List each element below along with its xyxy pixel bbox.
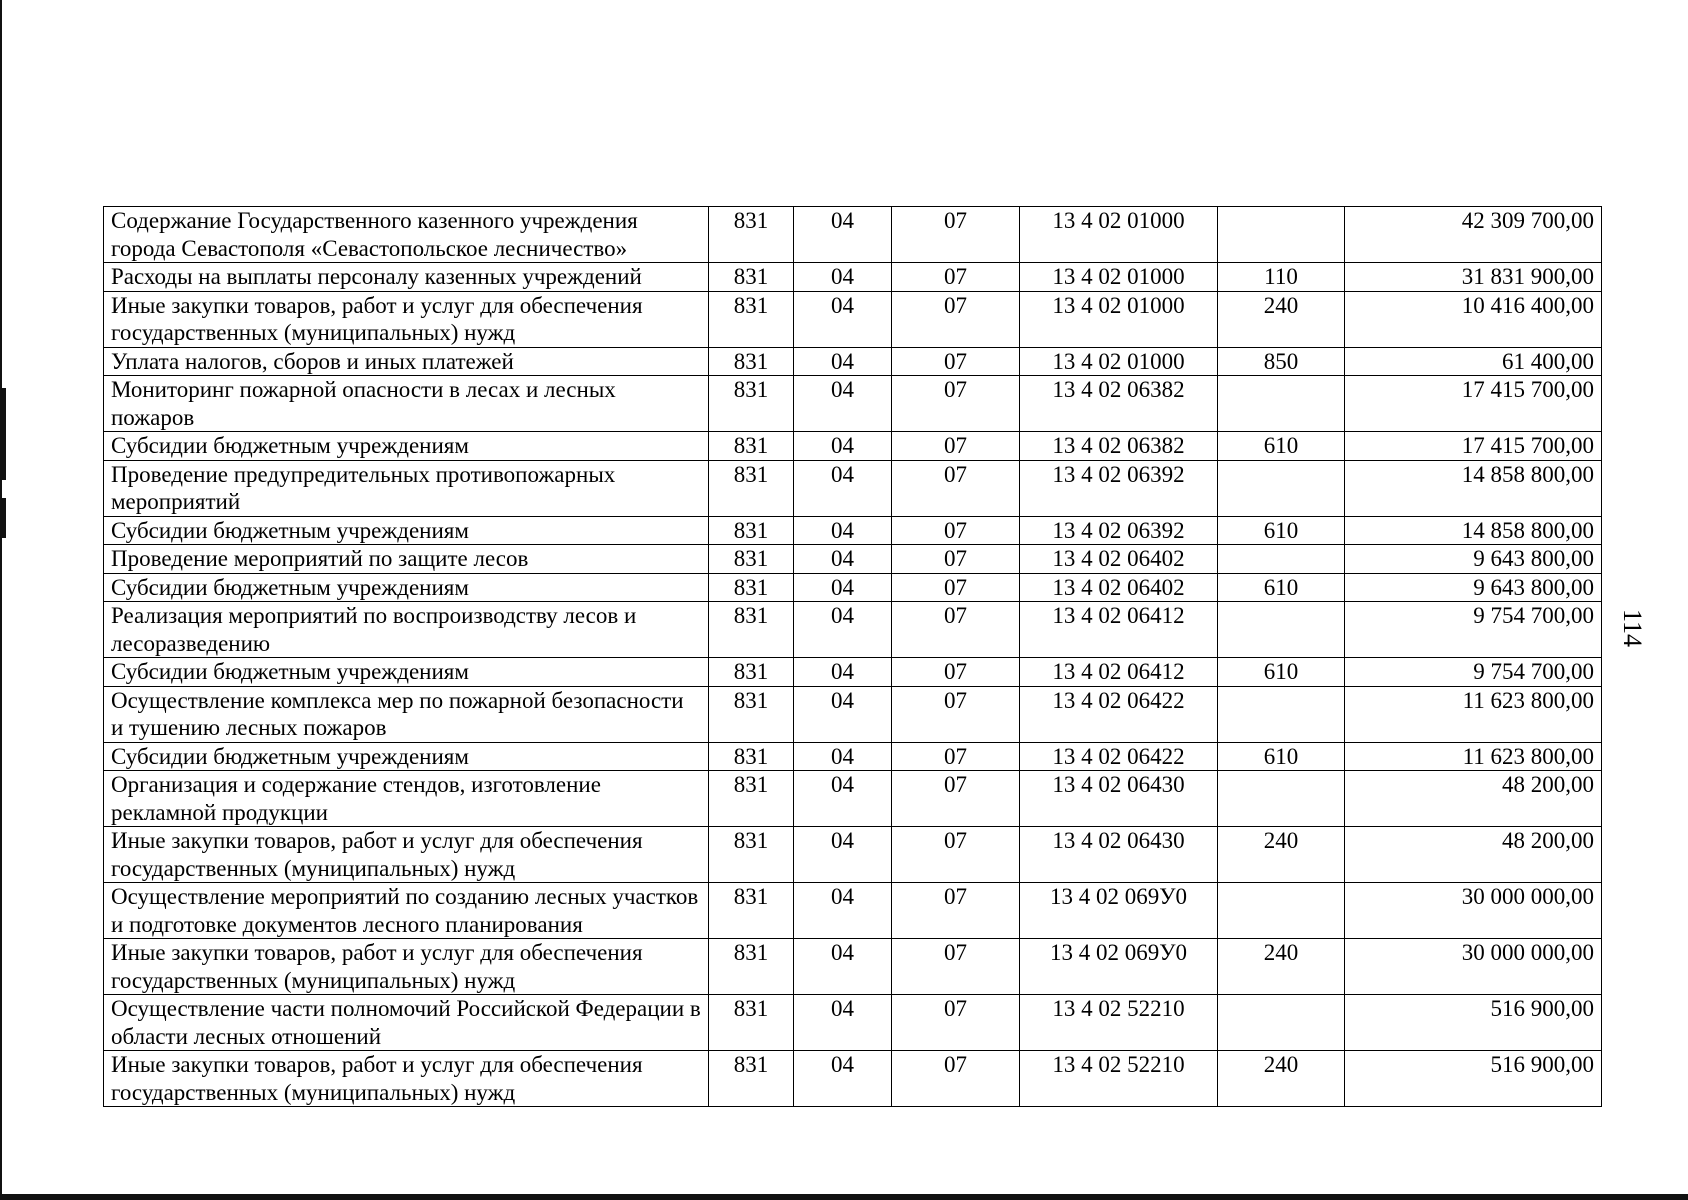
section-code-cell: 04	[794, 658, 892, 687]
amount-cell: 516 900,00	[1345, 995, 1602, 1051]
subsection-code-cell: 07	[892, 291, 1020, 347]
expense-name-cell: Расходы на выплаты персоналу казенных учреждений	[104, 263, 709, 292]
section-code-cell: 04	[794, 742, 892, 771]
target-article-cell: 13 4 02 06422	[1020, 742, 1218, 771]
page-number: 114	[1618, 608, 1647, 648]
target-article-cell: 13 4 02 06402	[1020, 545, 1218, 574]
ministry-code-cell: 831	[709, 573, 794, 602]
expense-type-cell	[1218, 376, 1345, 432]
table-row	[104, 1051, 1602, 1107]
table-row	[104, 686, 1602, 742]
target-article-cell: 13 4 02 52210	[1020, 995, 1218, 1051]
amount-cell: 17 415 700,00	[1345, 376, 1602, 432]
expense-type-cell	[1218, 771, 1345, 827]
expense-name-cell: Уплата налогов, сборов и иных платежей	[104, 347, 709, 376]
target-article-cell: 13 4 02 01000	[1020, 207, 1218, 263]
section-code-cell: 04	[794, 545, 892, 574]
expense-name-cell: Проведение мероприятий по защите лесов	[104, 545, 709, 574]
amount-cell: 30 000 000,00	[1345, 883, 1602, 939]
ministry-code-cell: 831	[709, 602, 794, 658]
ministry-code-cell: 831	[709, 686, 794, 742]
expense-name-cell: Организация и содержание стендов, изготовление рекламной продукции	[104, 771, 709, 827]
expense-name-cell: Осуществление комплекса мер по пожарной безопасности и тушению лесных пожаров	[104, 686, 709, 742]
subsection-code-cell: 07	[892, 516, 1020, 545]
subsection-code-cell: 07	[892, 460, 1020, 516]
expense-name-cell: Осуществление мероприятий по созданию лесных участков и подготовке документов лесного планирования	[104, 883, 709, 939]
target-article-cell: 13 4 02 01000	[1020, 347, 1218, 376]
target-article-cell: 13 4 02 52210	[1020, 1051, 1218, 1107]
section-code-cell: 04	[794, 263, 892, 292]
scan-edge-left	[0, 0, 2, 1200]
budget-table-container	[103, 206, 1601, 1107]
subsection-code-cell: 07	[892, 207, 1020, 263]
expense-name-cell: Субсидии бюджетным учреждениям	[104, 573, 709, 602]
table-row	[104, 291, 1602, 347]
subsection-code-cell: 07	[892, 432, 1020, 461]
ministry-code-cell: 831	[709, 771, 794, 827]
scan-mark	[0, 388, 6, 480]
table-row	[104, 516, 1602, 545]
expense-name-cell: Субсидии бюджетным учреждениям	[104, 658, 709, 687]
table-row	[104, 883, 1602, 939]
target-article-cell: 13 4 02 06412	[1020, 602, 1218, 658]
table-row	[104, 995, 1602, 1051]
section-code-cell: 04	[794, 291, 892, 347]
table-row	[104, 573, 1602, 602]
expense-type-cell: 610	[1218, 742, 1345, 771]
expense-name-cell: Иные закупки товаров, работ и услуг для обеспечения государственных (муниципальных) нужд	[104, 291, 709, 347]
section-code-cell: 04	[794, 376, 892, 432]
budget-table-body	[104, 207, 1602, 1107]
ministry-code-cell: 831	[709, 291, 794, 347]
amount-cell: 17 415 700,00	[1345, 432, 1602, 461]
amount-cell: 11 623 800,00	[1345, 742, 1602, 771]
subsection-code-cell: 07	[892, 1051, 1020, 1107]
amount-cell: 11 623 800,00	[1345, 686, 1602, 742]
subsection-code-cell: 07	[892, 376, 1020, 432]
table-row	[104, 347, 1602, 376]
subsection-code-cell: 07	[892, 742, 1020, 771]
expense-type-cell	[1218, 545, 1345, 574]
amount-cell: 14 858 800,00	[1345, 516, 1602, 545]
subsection-code-cell: 07	[892, 827, 1020, 883]
amount-cell: 48 200,00	[1345, 771, 1602, 827]
target-article-cell: 13 4 02 069У0	[1020, 939, 1218, 995]
target-article-cell: 13 4 02 01000	[1020, 263, 1218, 292]
expense-name-cell: Реализация мероприятий по воспроизводству лесов и лесоразведению	[104, 602, 709, 658]
table-row	[104, 460, 1602, 516]
subsection-code-cell: 07	[892, 263, 1020, 292]
ministry-code-cell: 831	[709, 995, 794, 1051]
target-article-cell: 13 4 02 01000	[1020, 291, 1218, 347]
ministry-code-cell: 831	[709, 545, 794, 574]
scan-mark	[0, 498, 6, 538]
expense-type-cell: 240	[1218, 291, 1345, 347]
budget-table	[103, 206, 1602, 1107]
scan-edge-bottom	[0, 1194, 1688, 1200]
ministry-code-cell: 831	[709, 516, 794, 545]
expense-type-cell	[1218, 883, 1345, 939]
subsection-code-cell: 07	[892, 602, 1020, 658]
expense-name-cell: Иные закупки товаров, работ и услуг для обеспечения государственных (муниципальных) нужд	[104, 827, 709, 883]
section-code-cell: 04	[794, 827, 892, 883]
target-article-cell: 13 4 02 06382	[1020, 376, 1218, 432]
target-article-cell: 13 4 02 06392	[1020, 460, 1218, 516]
amount-cell: 61 400,00	[1345, 347, 1602, 376]
subsection-code-cell: 07	[892, 686, 1020, 742]
target-article-cell: 13 4 02 06412	[1020, 658, 1218, 687]
section-code-cell: 04	[794, 347, 892, 376]
expense-name-cell: Субсидии бюджетным учреждениям	[104, 742, 709, 771]
table-row	[104, 742, 1602, 771]
ministry-code-cell: 831	[709, 347, 794, 376]
expense-type-cell: 610	[1218, 573, 1345, 602]
amount-cell: 9 754 700,00	[1345, 602, 1602, 658]
subsection-code-cell: 07	[892, 545, 1020, 574]
ministry-code-cell: 831	[709, 263, 794, 292]
expense-type-cell: 240	[1218, 827, 1345, 883]
table-row	[104, 939, 1602, 995]
expense-type-cell: 610	[1218, 432, 1345, 461]
subsection-code-cell: 07	[892, 939, 1020, 995]
ministry-code-cell: 831	[709, 432, 794, 461]
amount-cell: 48 200,00	[1345, 827, 1602, 883]
subsection-code-cell: 07	[892, 771, 1020, 827]
amount-cell: 14 858 800,00	[1345, 460, 1602, 516]
table-row	[104, 545, 1602, 574]
section-code-cell: 04	[794, 686, 892, 742]
subsection-code-cell: 07	[892, 573, 1020, 602]
table-row	[104, 771, 1602, 827]
amount-cell: 42 309 700,00	[1345, 207, 1602, 263]
expense-type-cell: 850	[1218, 347, 1345, 376]
ministry-code-cell: 831	[709, 883, 794, 939]
table-row	[104, 263, 1602, 292]
section-code-cell: 04	[794, 771, 892, 827]
expense-name-cell: Иные закупки товаров, работ и услуг для обеспечения государственных (муниципальных) нужд	[104, 939, 709, 995]
section-code-cell: 04	[794, 432, 892, 461]
amount-cell: 10 416 400,00	[1345, 291, 1602, 347]
expense-type-cell	[1218, 207, 1345, 263]
expense-type-cell: 240	[1218, 939, 1345, 995]
ministry-code-cell: 831	[709, 939, 794, 995]
ministry-code-cell: 831	[709, 207, 794, 263]
table-row	[104, 658, 1602, 687]
ministry-code-cell: 831	[709, 460, 794, 516]
expense-type-cell	[1218, 460, 1345, 516]
amount-cell: 31 831 900,00	[1345, 263, 1602, 292]
amount-cell: 9 643 800,00	[1345, 545, 1602, 574]
expense-name-cell: Иные закупки товаров, работ и услуг для обеспечения государственных (муниципальных) нужд	[104, 1051, 709, 1107]
section-code-cell: 04	[794, 939, 892, 995]
section-code-cell: 04	[794, 883, 892, 939]
target-article-cell: 13 4 02 06430	[1020, 827, 1218, 883]
target-article-cell: 13 4 02 069У0	[1020, 883, 1218, 939]
target-article-cell: 13 4 02 06382	[1020, 432, 1218, 461]
section-code-cell: 04	[794, 516, 892, 545]
amount-cell: 516 900,00	[1345, 1051, 1602, 1107]
ministry-code-cell: 831	[709, 376, 794, 432]
target-article-cell: 13 4 02 06430	[1020, 771, 1218, 827]
ministry-code-cell: 831	[709, 1051, 794, 1107]
amount-cell: 9 754 700,00	[1345, 658, 1602, 687]
amount-cell: 9 643 800,00	[1345, 573, 1602, 602]
section-code-cell: 04	[794, 602, 892, 658]
expense-name-cell: Осуществление части полномочий Российской Федерации в области лесных отношений	[104, 995, 709, 1051]
section-code-cell: 04	[794, 1051, 892, 1107]
section-code-cell: 04	[794, 460, 892, 516]
target-article-cell: 13 4 02 06402	[1020, 573, 1218, 602]
section-code-cell: 04	[794, 207, 892, 263]
expense-type-cell: 240	[1218, 1051, 1345, 1107]
section-code-cell: 04	[794, 995, 892, 1051]
subsection-code-cell: 07	[892, 347, 1020, 376]
ministry-code-cell: 831	[709, 742, 794, 771]
subsection-code-cell: 07	[892, 883, 1020, 939]
table-row	[104, 602, 1602, 658]
ministry-code-cell: 831	[709, 658, 794, 687]
target-article-cell: 13 4 02 06422	[1020, 686, 1218, 742]
table-row	[104, 432, 1602, 461]
expense-type-cell	[1218, 602, 1345, 658]
expense-name-cell: Содержание Государственного казенного учреждения города Севастополя «Севастопольское лесничество»	[104, 207, 709, 263]
expense-type-cell	[1218, 995, 1345, 1051]
table-row	[104, 376, 1602, 432]
target-article-cell: 13 4 02 06392	[1020, 516, 1218, 545]
table-row	[104, 207, 1602, 263]
expense-type-cell	[1218, 686, 1345, 742]
expense-name-cell: Мониторинг пожарной опасности в лесах и лесных пожаров	[104, 376, 709, 432]
expense-type-cell: 610	[1218, 516, 1345, 545]
subsection-code-cell: 07	[892, 658, 1020, 687]
expense-type-cell: 110	[1218, 263, 1345, 292]
section-code-cell: 04	[794, 573, 892, 602]
amount-cell: 30 000 000,00	[1345, 939, 1602, 995]
expense-name-cell: Субсидии бюджетным учреждениям	[104, 516, 709, 545]
subsection-code-cell: 07	[892, 995, 1020, 1051]
ministry-code-cell: 831	[709, 827, 794, 883]
expense-name-cell: Субсидии бюджетным учреждениям	[104, 432, 709, 461]
expense-type-cell: 610	[1218, 658, 1345, 687]
expense-name-cell: Проведение предупредительных противопожарных мероприятий	[104, 460, 709, 516]
table-row	[104, 827, 1602, 883]
